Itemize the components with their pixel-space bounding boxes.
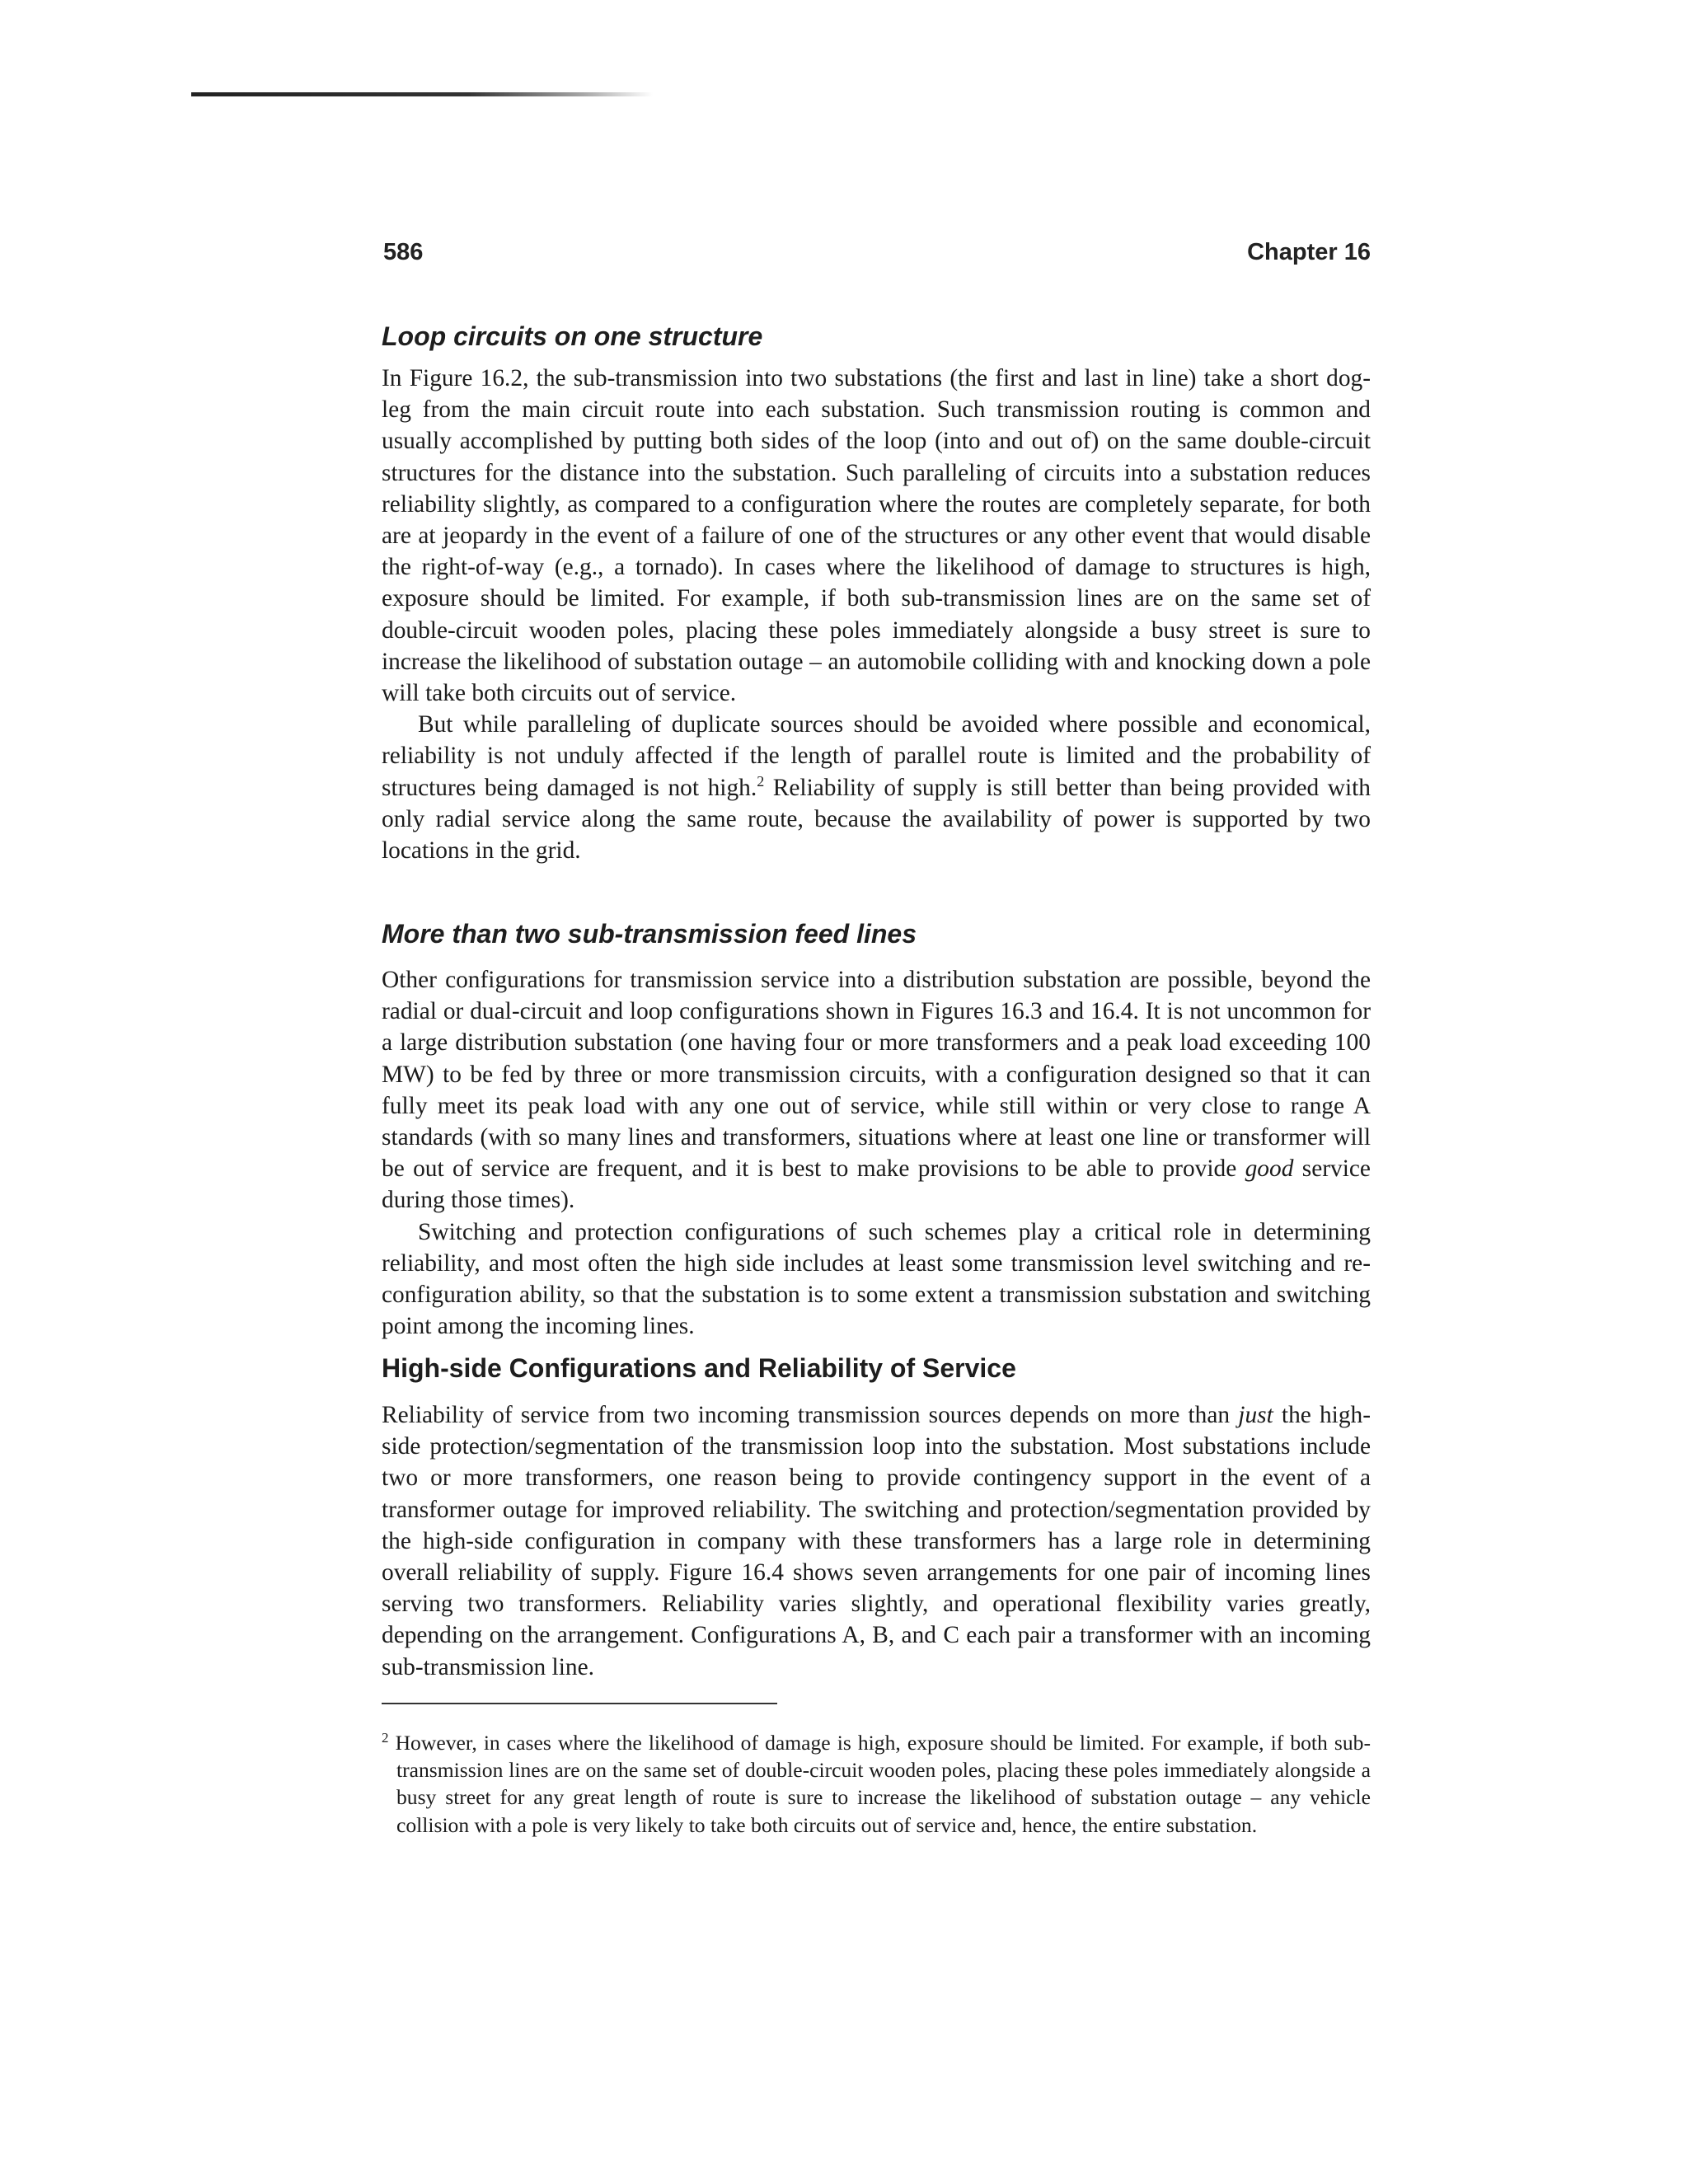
section-high-side xyxy=(382,1353,1371,1384)
emphasis-good: good xyxy=(1245,1155,1294,1183)
footnote-marker: 2 xyxy=(382,1730,389,1746)
page-number: 586 xyxy=(383,239,424,265)
section-more-than-two-body xyxy=(382,964,1371,1342)
scan-artifact-line xyxy=(191,92,653,96)
paragraph-loop-2-text-a: But while paralleling of duplicate sources should be avoided where possible and economical, reliability is not unduly affected if the length of parallel route is limited and the probability of structures being damaged is not high. xyxy=(382,711,1371,801)
footnote-text: However, in cases where the likelihood of damage is high, exposure should be limited. For example, if both sub-transmission lines are on the same set of double-circuit wooden poles, placing these poles immediately alongside a busy street for any great length of route is sure to increase the likelihood of substation outage – any vehicle collision with a pole is very likely to take both circuits out of service and, hence, the entire substation. xyxy=(388,1731,1371,1837)
section-high-side-body xyxy=(382,1399,1371,1683)
paragraph-loop-2-text-b: Reliability of supply is still better than being provided with only radial service along the same route, because the availability of power is supported by two locations in the grid. xyxy=(382,774,1372,865)
footnote-reference: 2 xyxy=(757,772,765,790)
paragraph-high-side-1-text-b: the high-side protection/segmentation of the transmission loop into the substation. Most substations include two or more transformers, one reason being to provide contingency support in the event of a transformer outage for improved reliability. The switching and protection/segmentation provided by the high-side configuration in company with these transformers has a large role in determining overall reliability of supply. Figure 16.4 shows seven arrangements for one pair of incoming lines serving two transformers. Reliability varies slightly, and operational flexibility varies greatly, depending on the arrangement. Configurations A, B, and C each pair a transformer with an incoming sub-transmission line. xyxy=(382,1402,1371,1680)
running-header xyxy=(382,239,1371,266)
section-heading-high-side: High-side Configurations and Reliability of Service xyxy=(382,1353,1016,1383)
emphasis-just: just xyxy=(1238,1402,1273,1428)
paragraph-loop-1: In Figure 16.2, the sub-transmission into two substations (the first and last in line) take a short dog-leg from the main circuit route into each substation. Such transmission routing is common and usually accomplished by putting both sides of the loop (into and out of) on the same double-circuit structures for the distance into the substation. Such paralleling of circuits into a substation reduces reliability slightly, as compared to a configuration where the routes are completely separate, for both are at jeopardy in the event of a failure of one of the structures or any other event that would disable the right-of-way (e.g., a tornado). In cases where the likelihood of damage to structures is high, exposure should be limited. For example, if both sub-transmission lines are on the same set of double-circuit wooden poles, placing these poles immediately alongside a busy street is sure to increase the likelihood of substation outage – an automobile colliding with and knocking down a pole will take both circuits out of service. xyxy=(382,365,1371,707)
section-loop-circuits xyxy=(382,321,1371,352)
section-heading-more-than-two: More than two sub-transmission feed lines xyxy=(382,919,917,949)
paragraph-high-side-1-text-a: Reliability of service from two incoming transmission sources depends on more than xyxy=(382,1402,1239,1428)
footnote-area xyxy=(382,1703,1371,1839)
chapter-label: Chapter 16 xyxy=(1247,239,1371,265)
section-loop-body xyxy=(382,363,1371,866)
footnote-divider xyxy=(382,1703,777,1704)
footnote-2 xyxy=(382,1729,1371,1839)
paragraph-loop-2 xyxy=(382,709,1371,866)
paragraph-more-than-two-1-text-a: Other configurations for transmission service into a distribution substation are possible, beyond the radial or dual-circuit and loop configurations shown in Figures 16.3 and 16.4. It is not uncommon for a large distribution substation (one having four or more transformers and a peak load exceeding 100 MW) to be fed by three or more transmission circuits, with a configuration designed so that it can fully meet its peak load with any one out of service, while still within or very close to range A standards (with so many lines and transformers, situations where at least one line or transformer will be out of service are frequent, and it is best to make provisions to be able to provide xyxy=(382,967,1371,1183)
section-more-than-two xyxy=(382,919,1371,949)
section-heading-loop-circuits: Loop circuits on one structure xyxy=(382,321,763,351)
paragraph-more-than-two-1 xyxy=(382,964,1371,1216)
paragraph-more-than-two-2: Switching and protection configurations of such schemes play a critical role in determining reliability, and most often the high side includes at least some transmission level switching and re-configuration ability, so that the substation is to some extent a transmission substation and switching point among the incoming lines. xyxy=(382,1218,1371,1340)
paragraph-high-side-1 xyxy=(382,1399,1371,1683)
paragraph-more-than-two-1-text-b: service during those times). xyxy=(382,1155,1371,1214)
